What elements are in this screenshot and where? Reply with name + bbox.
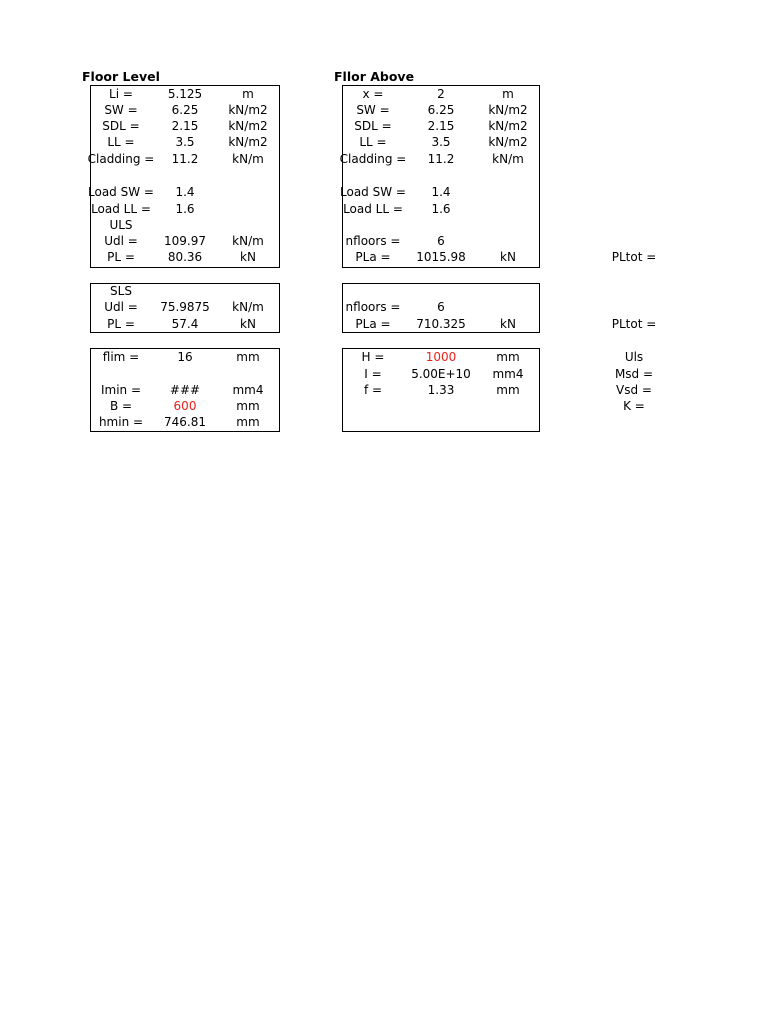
- cell-label: Imin =: [100, 383, 142, 397]
- cell-label: hmin =: [98, 415, 144, 429]
- cell-value[interactable]: 2.15: [171, 119, 199, 133]
- cell-value[interactable]: 3.5: [431, 135, 451, 149]
- msd-label: Msd =: [614, 367, 654, 381]
- cell-label: Load SW =: [340, 185, 406, 199]
- cell-value[interactable]: 5.00E+10: [411, 367, 471, 381]
- cell-label: Cladding =: [339, 152, 407, 166]
- cell-label: Cladding =: [87, 152, 155, 166]
- cell-label: LL =: [107, 135, 135, 149]
- cell-unit: mm: [496, 383, 520, 397]
- cell-unit: kN/m2: [228, 103, 268, 117]
- cell-label: nfloors =: [345, 300, 401, 314]
- cell-label: SW =: [104, 103, 138, 117]
- cell-value[interactable]: 1015.98: [416, 250, 466, 264]
- cell-unit: kN/m2: [488, 119, 528, 133]
- cell-value[interactable]: 6.25: [171, 103, 199, 117]
- cell-unit: mm4: [232, 383, 264, 397]
- cell-value[interactable]: 75.9875: [160, 300, 210, 314]
- cell-label: Load LL =: [91, 202, 151, 216]
- cell-label: PL =: [107, 317, 135, 331]
- cell-value[interactable]: 11.2: [171, 152, 199, 166]
- cell-label: Load LL =: [343, 202, 403, 216]
- cell-value[interactable]: 710.325: [416, 317, 466, 331]
- cell-value[interactable]: 6.25: [427, 103, 455, 117]
- k-label: K =: [623, 399, 645, 413]
- cell-value[interactable]: 16: [177, 350, 193, 364]
- vsd-label: Vsd =: [616, 383, 652, 397]
- cell-value[interactable]: 1.33: [427, 383, 455, 397]
- cell-label: Load SW =: [88, 185, 154, 199]
- cell-value[interactable]: 1.6: [431, 202, 451, 216]
- sls-label: SLS: [110, 284, 132, 298]
- cell-value[interactable]: 109.97: [164, 234, 206, 248]
- cell-value[interactable]: 6: [437, 234, 445, 248]
- cell-unit: kN/m: [492, 152, 524, 166]
- cell-unit: m: [242, 87, 254, 101]
- floor-level-title: Floor Level: [82, 69, 160, 84]
- cell-value[interactable]: 1.6: [175, 202, 195, 216]
- cell-label: SDL =: [102, 119, 140, 133]
- cell-unit: kN: [240, 317, 256, 331]
- cell-value[interactable]: 80.36: [167, 250, 203, 264]
- uls-heading: Uls: [624, 350, 644, 364]
- cell-value[interactable]: 2: [437, 87, 445, 101]
- cell-label: Li =: [109, 87, 133, 101]
- cell-unit: mm: [236, 350, 260, 364]
- cell-label: SDL =: [354, 119, 392, 133]
- cell-label: f =: [363, 383, 383, 397]
- cell-label: PLa =: [355, 250, 391, 264]
- cell-label: PL =: [107, 250, 135, 264]
- cell-label: B =: [109, 399, 133, 413]
- cell-value[interactable]: 3.5: [175, 135, 195, 149]
- input-value-height[interactable]: 1000: [425, 350, 457, 364]
- cell-unit: m: [502, 87, 514, 101]
- cell-unit: kN/m2: [488, 135, 528, 149]
- cell-label: flim =: [102, 350, 140, 364]
- cell-label: SW =: [356, 103, 390, 117]
- cell-unit: kN/m2: [228, 119, 268, 133]
- cell-unit: kN: [240, 250, 256, 264]
- cell-unit: kN: [500, 317, 516, 331]
- cell-label: Udl =: [104, 234, 138, 248]
- uls-label: ULS: [109, 218, 133, 232]
- cell-value[interactable]: 1.4: [175, 185, 195, 199]
- cell-unit: kN/m2: [228, 135, 268, 149]
- cell-label: nfloors =: [345, 234, 401, 248]
- cell-label: I =: [364, 367, 382, 381]
- cell-unit: kN/m: [232, 234, 264, 248]
- cell-unit: kN/m: [232, 300, 264, 314]
- pltot-label: PLtot =: [611, 250, 657, 264]
- pltot-label: PLtot =: [611, 317, 657, 331]
- cell-value[interactable]: 1.4: [431, 185, 451, 199]
- cell-unit: kN/m: [232, 152, 264, 166]
- cell-label: H =: [361, 350, 385, 364]
- floor-above-title: Fllor Above: [334, 69, 415, 84]
- cell-unit: mm: [236, 399, 260, 413]
- cell-label: x =: [362, 87, 384, 101]
- cell-value[interactable]: 5.125: [167, 87, 203, 101]
- cell-unit: mm: [496, 350, 520, 364]
- cell-value[interactable]: 57.4: [171, 317, 199, 331]
- cell-unit: kN: [500, 250, 516, 264]
- input-value-width[interactable]: 600: [173, 399, 197, 413]
- cell-unit: mm4: [492, 367, 524, 381]
- cell-value[interactable]: ###: [169, 383, 201, 397]
- cell-value[interactable]: 6: [437, 300, 445, 314]
- cell-value[interactable]: 746.81: [164, 415, 206, 429]
- cell-label: LL =: [359, 135, 387, 149]
- cell-label: Udl =: [104, 300, 138, 314]
- cell-unit: mm: [236, 415, 260, 429]
- cell-unit: kN/m2: [488, 103, 528, 117]
- cell-value[interactable]: 2.15: [427, 119, 455, 133]
- cell-value[interactable]: 11.2: [427, 152, 455, 166]
- cell-label: PLa =: [355, 317, 391, 331]
